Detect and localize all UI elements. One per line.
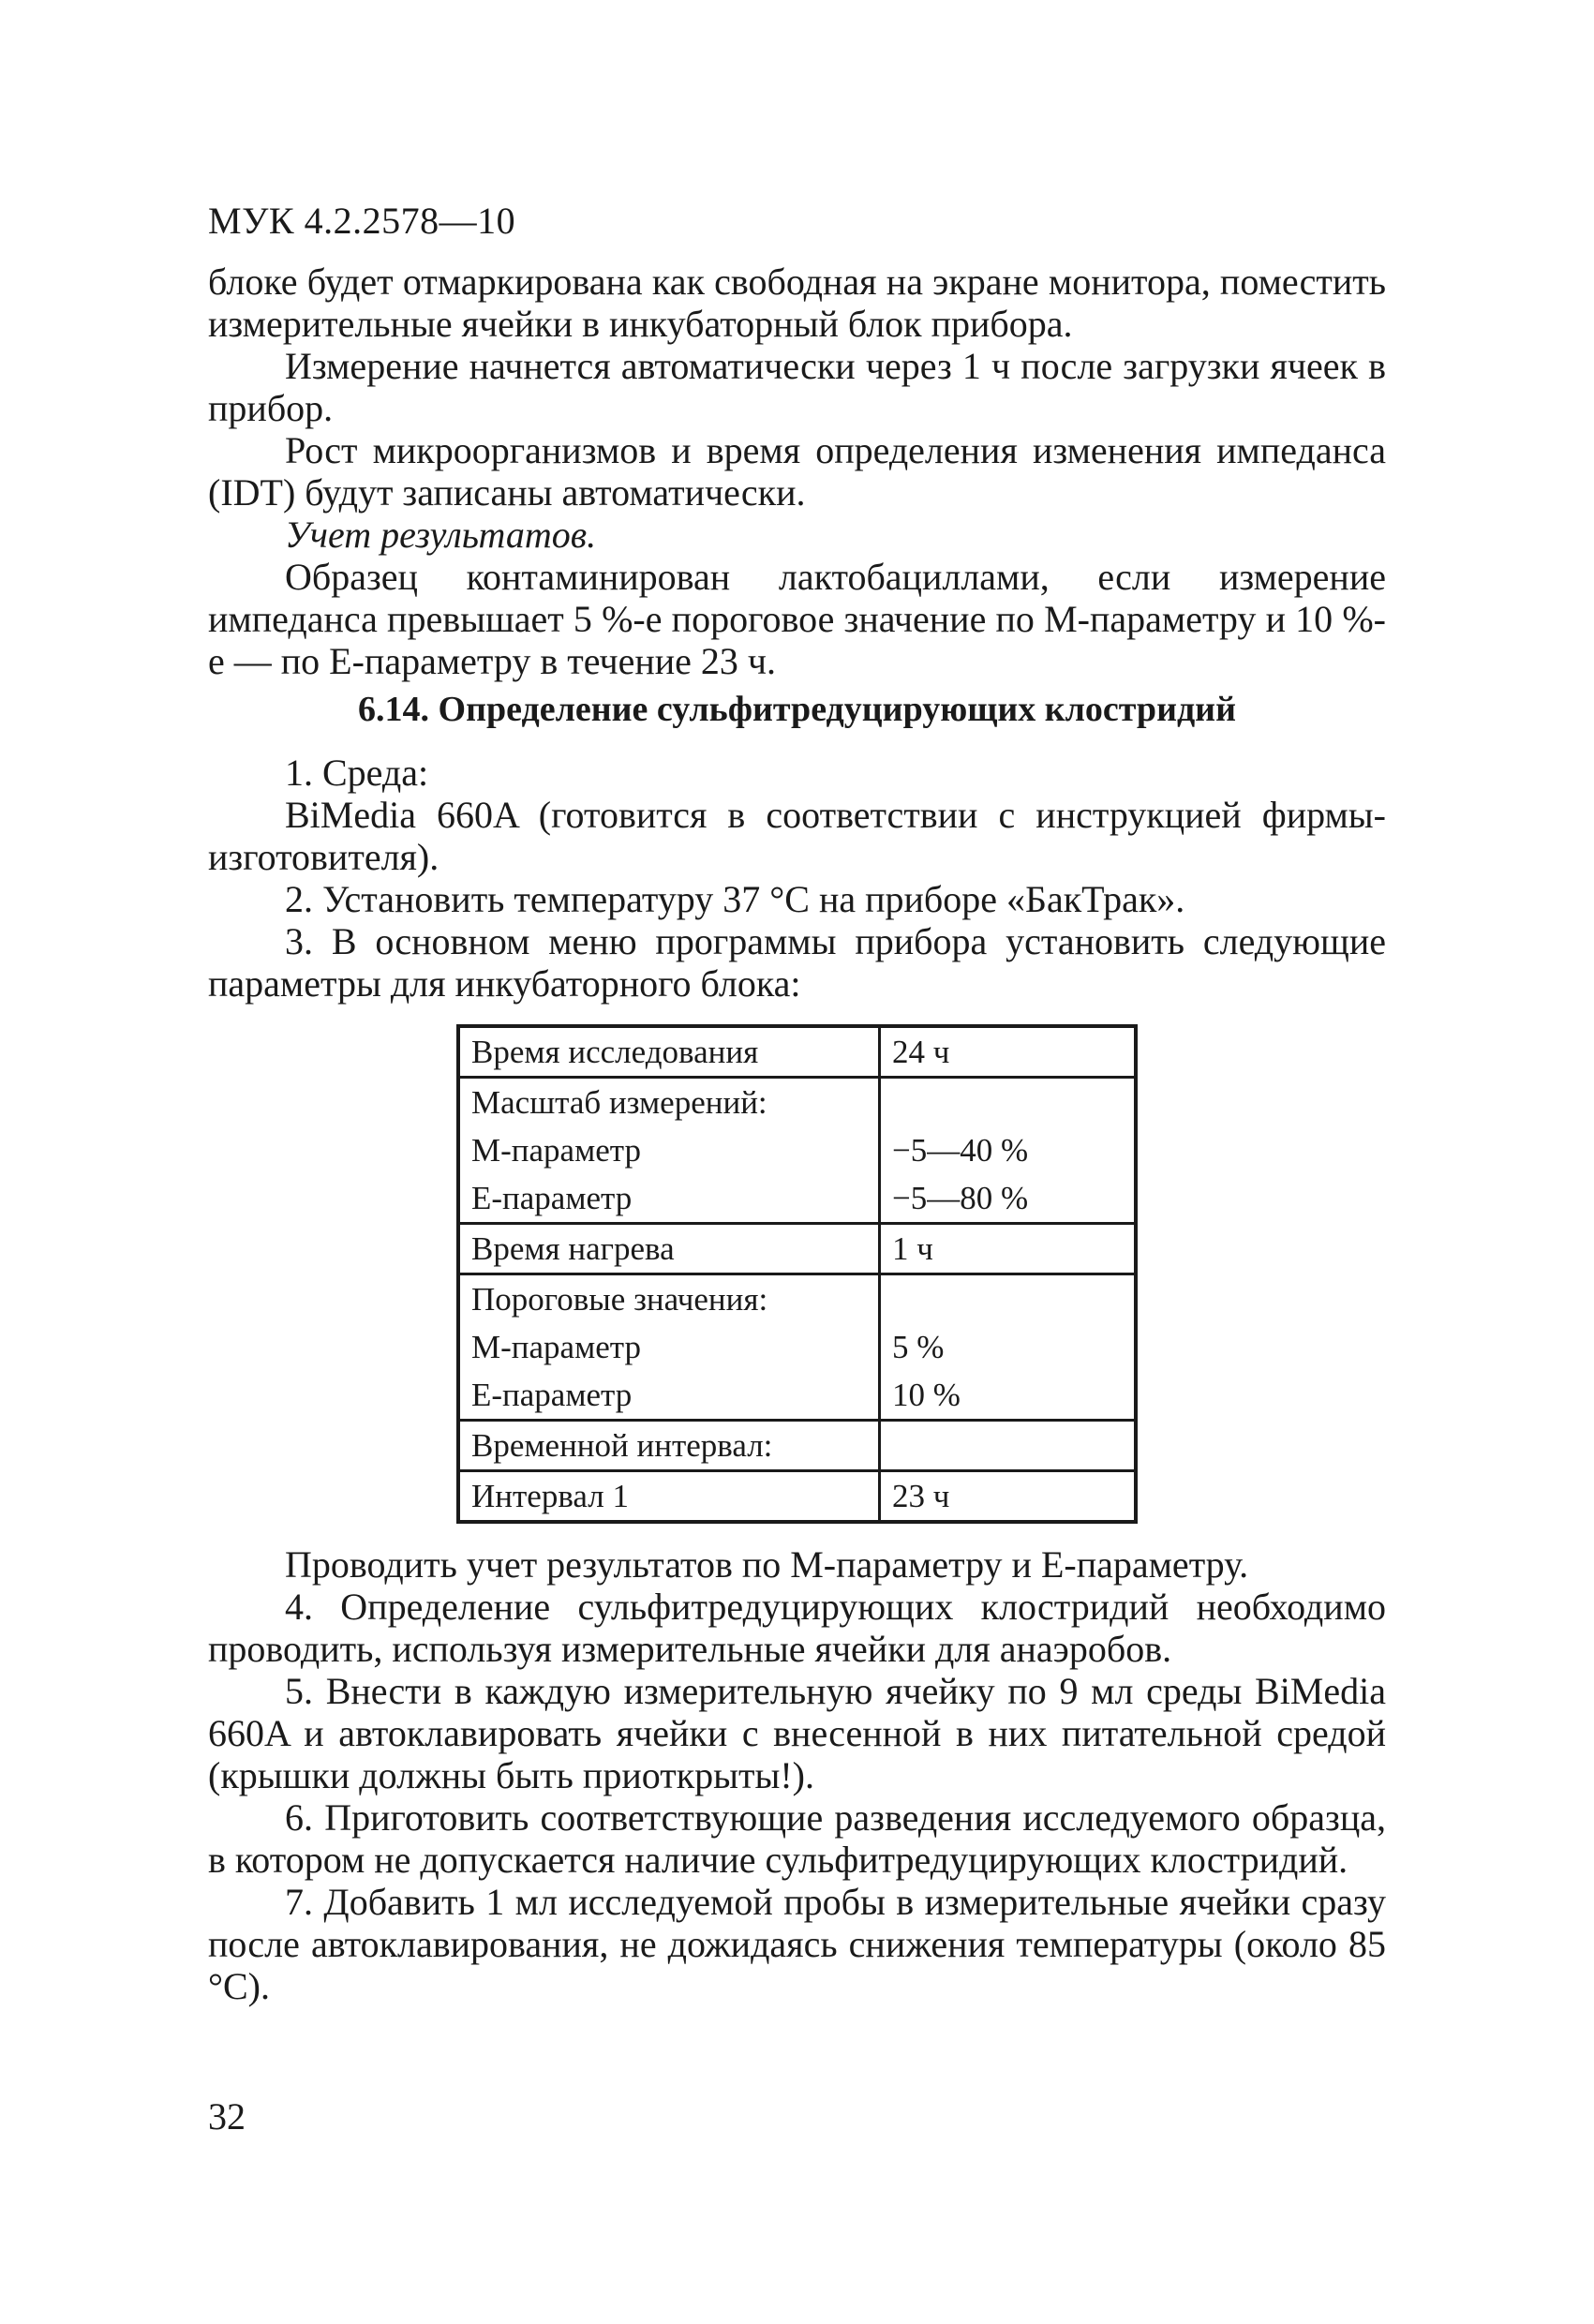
table-row: [458, 1026, 1136, 1078]
steps-before-table: [208, 752, 1386, 1005]
table-row: [458, 1274, 1136, 1421]
parameter-value: 24 ч: [892, 1034, 950, 1070]
parameters-table: [456, 1024, 1138, 1524]
table-row: [458, 1224, 1136, 1274]
step-item: 7. Добавить 1 мл исследуемой пробы в измерительные ячейки сразу после автоклавирования, не дожидаясь снижения температуры (около 85 °С).: [208, 1881, 1386, 2007]
step-item: 6. Приготовить соответствующие разведения исследуемого образца, в котором не допускается наличие сульфитредуцирующих клостридий.: [208, 1796, 1386, 1881]
table-row: [458, 1078, 1136, 1224]
parameter-value-cell: [880, 1471, 1137, 1523]
table-row: [458, 1421, 1136, 1471]
step-item: 5. Внести в каждую измерительную ячейку по 9 мл среды BiMedia 660A и автоклавировать ячейки с внесенной в них питательной средой (крышки должны быть приоткрыты!).: [208, 1670, 1386, 1796]
intro-text: [208, 261, 1386, 682]
parameter-name: М-параметр: [471, 1132, 641, 1169]
parameter-name: Е-параметр: [471, 1377, 633, 1413]
parameter-value: 23 ч: [892, 1478, 950, 1514]
parameter-value: −5—40 %: [892, 1132, 1029, 1169]
table-row: [458, 1471, 1136, 1523]
paragraph: блоке будет отмаркирована как свободная на экране монитора, поместить измерительные ячейки в инкубаторный блок прибора.: [208, 261, 1386, 345]
parameter-value: 5 %: [892, 1329, 945, 1365]
parameter-name: Интервал 1: [471, 1478, 629, 1514]
parameter-name-cell: [458, 1078, 880, 1224]
parameter-value-cell: [880, 1421, 1137, 1471]
parameter-name-cell: [458, 1421, 880, 1471]
parameters-table-body: [458, 1026, 1136, 1522]
parameter-value-cell: [880, 1078, 1137, 1224]
parameter-name: М-параметр: [471, 1329, 641, 1365]
parameter-name-cell: [458, 1274, 880, 1421]
parameter-name: Время исследования: [471, 1034, 759, 1070]
parameter-value: 1 ч: [892, 1230, 933, 1267]
subheading-results: Учет результатов.: [285, 514, 597, 556]
parameter-name: Время нагрева: [471, 1230, 675, 1267]
parameter-value: [892, 1079, 1123, 1126]
paragraph: Образец контаминирован лактобациллами, если измерение импеданса превышает 5 %-е пороговое значение по М-параметру и 10 %-е — по Е-параметру в течение 23 ч.: [208, 556, 1386, 682]
parameter-name: Е-параметр: [471, 1180, 633, 1216]
step-item: Проводить учет результатов по М-параметру и Е-параметру.: [285, 1543, 1249, 1586]
steps-after-table: [208, 1543, 1386, 2007]
parameter-name: Пороговые значения:: [471, 1281, 768, 1318]
step-item: 4. Определение сульфитредуцирующих клостридий необходимо проводить, используя измерительные ячейки для анаэробов.: [208, 1586, 1386, 1670]
section-heading: 6.14. Определение сульфитредуцирующих клостридий: [358, 690, 1236, 729]
parameter-name: Временной интервал:: [471, 1427, 773, 1464]
parameter-value: 10 %: [892, 1377, 961, 1413]
step-item: 1. Среда:: [285, 752, 429, 794]
parameter-name-cell: [458, 1026, 880, 1078]
step-item: 3. В основном меню программы прибора установить следующие параметры для инкубаторного блока:: [208, 920, 1386, 1005]
parameter-name-cell: [458, 1471, 880, 1523]
parameter-value-cell: [880, 1026, 1137, 1078]
parameter-name: Масштаб измерений:: [471, 1084, 767, 1121]
parameter-value: [892, 1422, 1123, 1469]
parameter-value-cell: [880, 1274, 1137, 1421]
paragraph: Измерение начнется автоматически через 1 ч после загрузки ячеек в прибор.: [208, 345, 1386, 429]
step-item: 2. Установить температуру 37 °С на приборе «БакТрак».: [285, 878, 1185, 920]
document-code: МУК 4.2.2578—10: [208, 200, 516, 242]
parameter-value: −5—80 %: [892, 1180, 1029, 1216]
parameter-value: [892, 1275, 1123, 1323]
step-item: BiMedia 660A (готовится в соответствии с инструкцией фирмы-изготовителя).: [208, 794, 1386, 878]
page-number: 32: [208, 2095, 246, 2138]
parameter-value-cell: [880, 1224, 1137, 1274]
paragraph: Рост микроорганизмов и время определения изменения импеданса (IDT) будут записаны автоматически.: [208, 429, 1386, 514]
parameter-name-cell: [458, 1224, 880, 1274]
